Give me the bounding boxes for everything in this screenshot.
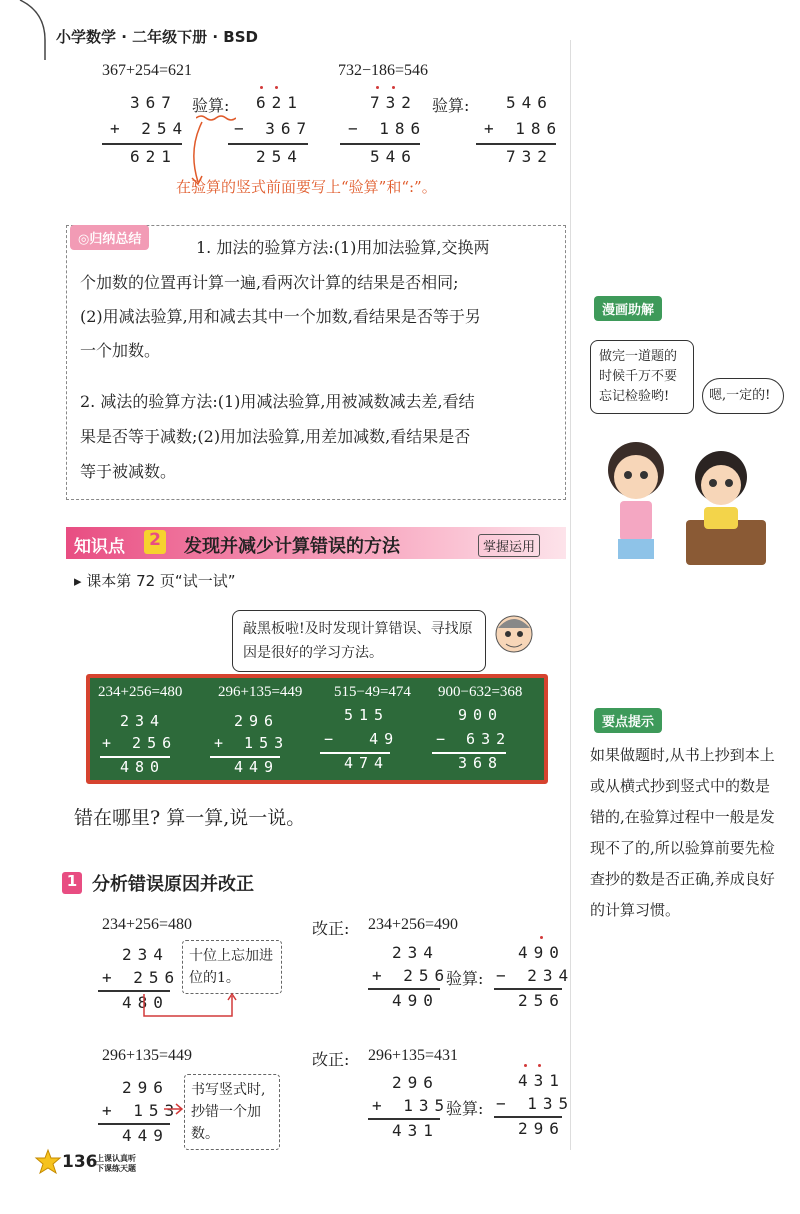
- board-c1-top: 234: [120, 712, 166, 730]
- summary-line-6: 果是否等于减数;(2)用加法验算,用差加减数,看结果是否: [80, 427, 471, 446]
- rule: [494, 988, 562, 990]
- p1-equation: 234+256=480: [102, 916, 193, 933]
- p2-arrow: [164, 1102, 186, 1116]
- board-c1-op: + 256: [102, 734, 178, 752]
- board-c2-res: 449: [234, 758, 280, 776]
- board-c2-op: + 153: [214, 734, 290, 752]
- kp-badge: 掌握运用: [478, 534, 540, 557]
- borrow-dot: [376, 86, 379, 89]
- vertical-a-result: 621: [130, 147, 177, 166]
- p2-fix-equation: 296+135=431: [368, 1047, 459, 1064]
- borrow-dot: [538, 1064, 541, 1067]
- p2-top: 296: [122, 1078, 169, 1097]
- board-c3-top: 515: [344, 706, 390, 724]
- vertical-b-result: 546: [370, 147, 417, 166]
- summary-line-3: (2)用减法验算,用和减去其中一个加数,看结果是否等于另: [80, 307, 481, 326]
- kp-number: 2: [144, 530, 166, 554]
- page-number: 136: [62, 1152, 98, 1172]
- p1-top: 234: [122, 945, 169, 964]
- p1-op: + 256: [102, 968, 181, 987]
- tips-text: 如果做题时,从书上抄到本上或从横式抄到竖式中的数是错的,在验算过程中一般是发现不了的,所以验算前要先检查抄的数是否正确,养成良好的计算习惯。: [590, 746, 775, 919]
- p2-check-result: 296: [518, 1119, 565, 1138]
- p1-fix-result: 490: [392, 991, 439, 1010]
- kp-title: 发现并减少计算错误的方法: [184, 536, 400, 557]
- comic-tag: 漫画助解: [594, 296, 662, 321]
- summary-tag: ◎归纳总结: [70, 225, 149, 250]
- vertical-b-check-result: 732: [506, 147, 553, 166]
- check-label-1: 验算:: [192, 96, 230, 115]
- p2-fix-label: 改正:: [312, 1050, 350, 1069]
- vertical-b-top: 732: [370, 93, 417, 112]
- borrow-dot: [275, 86, 278, 89]
- board-eq-3: 515−49=474: [334, 684, 411, 700]
- vertical-b-sub: − 186: [348, 119, 427, 138]
- p1-result: 480: [122, 993, 169, 1012]
- summary-line-5: 2. 减法的验算方法:(1)用减法验算,用被减数减去差,看结: [80, 392, 475, 411]
- p2-fix-result: 431: [392, 1121, 439, 1140]
- p1-check-result: 256: [518, 991, 565, 1010]
- section-number: 1: [62, 872, 82, 894]
- section-title: 分析错误原因并改正: [92, 874, 254, 895]
- p2-check-top: 431: [518, 1071, 565, 1090]
- rule: [98, 1123, 170, 1125]
- p2-equation: 296+135=449: [102, 1047, 193, 1064]
- vertical-a-add: + 254: [110, 119, 189, 138]
- borrow-dot: [260, 86, 263, 89]
- board-c3-res: 474: [344, 754, 390, 772]
- vertical-b-check-add: + 186: [484, 119, 563, 138]
- rule: [368, 1118, 440, 1120]
- board-c1-res: 480: [120, 758, 166, 776]
- example-equation-1: 367+254=621: [102, 62, 193, 79]
- p1-fix-op: + 256: [372, 966, 451, 985]
- board-c3-op: − 49: [324, 730, 400, 748]
- running-header: 小学数学 · 二年级下册 · BSD: [56, 28, 258, 46]
- p2-result: 449: [122, 1126, 169, 1145]
- summary-line-2: 个加数的位置再计算一遍,看两次计算的结果是否相同;: [80, 273, 459, 292]
- board-eq-4: 900−632=368: [438, 684, 523, 700]
- borrow-dot: [540, 936, 543, 939]
- rule: [102, 143, 182, 145]
- tips-tag: 要点提示: [594, 708, 662, 733]
- star-icon: [34, 1148, 62, 1176]
- p1-fix-equation: 234+256=490: [368, 916, 459, 933]
- kp-label: 知识点: [74, 537, 125, 557]
- speech-bubble-girl: 做完一道题的时候千万不要忘记检验哟!: [590, 340, 694, 414]
- annotation-note: 在验算的竖式前面要写上“验算”和“:”。: [176, 178, 437, 196]
- board-eq-2: 296+135=449: [218, 684, 303, 700]
- check-label-2: 验算:: [432, 96, 470, 115]
- p1-arrow: [140, 992, 240, 1022]
- p2-check-label: 验算:: [446, 1099, 484, 1118]
- summary-line-1: 1. 加法的验算方法:(1)用加法验算,交换两: [196, 238, 490, 257]
- footer-slogan-1: 上课认真听: [96, 1154, 136, 1163]
- p1-fix-top: 234: [392, 943, 439, 962]
- p2-fix-op: + 135: [372, 1096, 451, 1115]
- p1-check-top: 490: [518, 943, 565, 962]
- rule: [340, 143, 420, 145]
- question-text: 错在哪里? 算一算,说一说。: [74, 807, 306, 829]
- example-equation-2: 732−186=546: [338, 62, 429, 79]
- p2-op: + 153: [102, 1101, 181, 1120]
- header-corner-curve: [0, 0, 60, 60]
- rule: [494, 1116, 562, 1118]
- vertical-a-check-result: 254: [256, 147, 303, 166]
- chalkboard: [86, 674, 548, 784]
- vertical-a-check-top: 621: [256, 93, 303, 112]
- rule: [368, 988, 440, 990]
- comic-illustration: [596, 425, 776, 575]
- footer-slogan-2: 下课练天题: [96, 1164, 136, 1173]
- teacher-avatar: [494, 612, 534, 658]
- borrow-dot: [524, 1064, 527, 1067]
- board-eq-1: 234+256=480: [98, 684, 183, 700]
- board-c4-top: 900: [458, 706, 504, 724]
- rule: [476, 143, 556, 145]
- summary-line-7: 等于被减数。: [80, 462, 177, 481]
- board-c4-res: 368: [458, 754, 504, 772]
- vertical-a-check-sub: − 367: [234, 119, 313, 138]
- rule: [228, 143, 308, 145]
- textbook-reference: ▸ 课本第 72 页“试一试”: [74, 572, 236, 590]
- borrow-dot: [392, 86, 395, 89]
- p2-check-op: − 135: [496, 1094, 575, 1113]
- teacher-speech: 敲黑板啦!及时发现计算错误、寻找原因是很好的学习方法。: [232, 610, 486, 672]
- p2-fix-top: 296: [392, 1073, 439, 1092]
- p1-check-label: 验算:: [446, 969, 484, 988]
- board-c2-top: 296: [234, 712, 280, 730]
- vertical-a-top: 367: [130, 93, 177, 112]
- vertical-b-check-top: 546: [506, 93, 553, 112]
- p1-fix-label: 改正:: [312, 919, 350, 938]
- board-c4-op: − 632: [436, 730, 512, 748]
- p1-check-op: − 234: [496, 966, 575, 985]
- p2-reason: 书写竖式时,抄错一个加数。: [184, 1074, 280, 1150]
- summary-line-4: 一个加数。: [80, 341, 161, 360]
- p1-reason: 十位上忘加进位的1。: [182, 940, 282, 994]
- speech-bubble-boy: 嗯,一定的!: [702, 378, 784, 414]
